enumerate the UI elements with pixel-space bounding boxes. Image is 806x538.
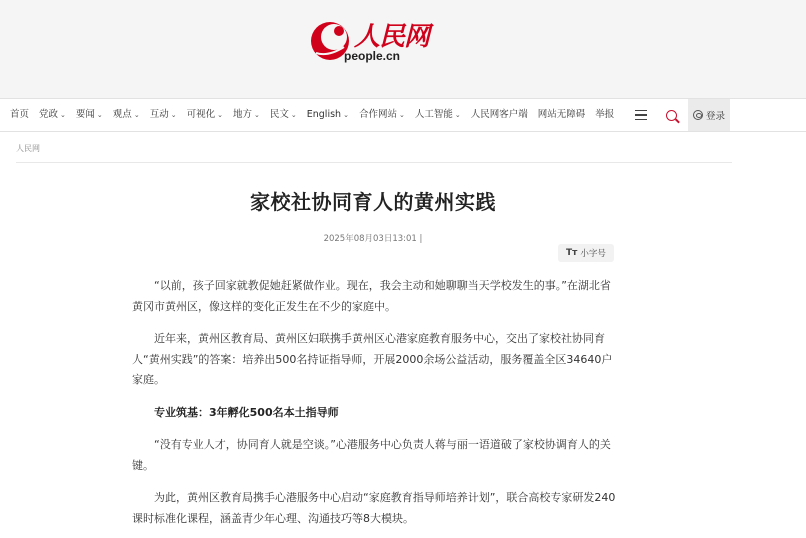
nav-item-13[interactable] [595,99,614,131]
nav-item-label: 民文 [269,109,289,120]
article-subheading: 专业筑基：3年孵化500名本土指导师 [154,405,339,419]
top-navigation [0,98,806,132]
article-paragraph: 近年来，黄州区教育局、黄州区妇联携手黄州区心港家庭教育服务中心，交出了家校社协同育人“黄州实践”的答案：培养出500名持证指导师，开展2000余场公益活动，服务覆盖全区34640户家庭。 [132,332,613,386]
user-icon [693,110,703,120]
font-size-toggle-button[interactable] [558,244,614,262]
nav-item-label: 举报 [595,109,615,120]
nav-item-label: 合作网站 [358,109,397,120]
logo-chinese-text: 人民网 [354,22,430,52]
font-size-icon: Tт [566,248,578,258]
nav-item-label: 互动 [149,109,169,120]
hamburger-icon [635,110,647,120]
nav-item-8[interactable] [307,99,349,131]
article-paragraph: “以前，孩子回家就教促她赶紧做作业。现在，我会主动和她聊聊当天学校发生的事。”在湖北省黄冈市黄州区，像这样的变化正发生在不少的家庭中。 [132,279,611,313]
login-label: 登录 [705,111,725,122]
search-icon [666,110,677,121]
nav-item-5[interactable] [187,99,223,131]
header-divider [16,162,732,163]
breadcrumb[interactable]: 人民网 [16,144,40,153]
nav-item-label: 可视化 [186,109,216,120]
chevron-down-icon: ⌄ [253,111,260,119]
nav-items [0,99,624,131]
search-button[interactable] [656,99,686,131]
nav-item-1[interactable] [39,99,66,131]
chevron-down-icon: ⌄ [60,111,66,119]
article-datetime: 2025年08月03日13:01 | [323,234,423,244]
chevron-down-icon: ⌄ [217,111,223,119]
nav-item-label: 首页 [10,109,30,120]
nav-item-2[interactable] [76,99,103,131]
chevron-down-icon: ⌄ [170,111,177,119]
nav-item-4[interactable] [150,99,177,131]
nav-item-label: 网站无障碍 [537,109,586,120]
chevron-down-icon: ⌄ [398,111,405,119]
login-button[interactable] [688,99,730,131]
article-paragraph: “没有专业人才，协同育人就是空谈。”心港服务中心负责人蒋与丽一语道破了家校协调育人的关键。 [132,438,611,472]
nav-item-label: 地方 [232,109,252,120]
nav-item-7[interactable] [270,99,297,131]
nav-item-6[interactable] [233,99,260,131]
menu-button[interactable] [626,99,656,131]
chevron-down-icon: ⌄ [343,111,349,119]
nav-item-3[interactable] [113,99,140,131]
chevron-down-icon: ⌄ [96,111,103,119]
nav-tools [626,99,806,131]
nav-item-label: English [306,109,342,120]
nav-item-0[interactable] [10,99,29,131]
nav-item-label: 人民网客户端 [470,109,528,120]
article-title: 家校社协同育人的黄州实践 [250,190,496,214]
nav-item-9[interactable] [359,99,405,131]
people-cn-logo[interactable] [308,15,438,67]
font-size-toggle-label: 小字号 [580,249,606,259]
nav-item-label: 观点 [112,109,132,120]
nav-item-label: 人工智能 [414,109,453,120]
chevron-down-icon: ⌄ [454,111,461,119]
logo-english-text: people.cn [344,49,401,63]
nav-item-label: 党政 [39,109,59,120]
nav-item-11[interactable] [471,99,528,131]
nav-item-10[interactable] [415,99,461,131]
article-paragraph: 为此，黄州区教育局携手心港服务中心启动“家庭教育指导师培养计划”，联合高校专家研发240课时标准化课程，涵盖青少年心理、沟通技巧等8大模块。 [132,491,616,525]
nav-item-label: 要闻 [75,109,95,120]
nav-item-12[interactable] [538,99,586,131]
chevron-down-icon: ⌄ [290,111,297,119]
masthead [0,0,806,98]
article-body [132,276,620,538]
chevron-down-icon: ⌄ [133,111,140,119]
